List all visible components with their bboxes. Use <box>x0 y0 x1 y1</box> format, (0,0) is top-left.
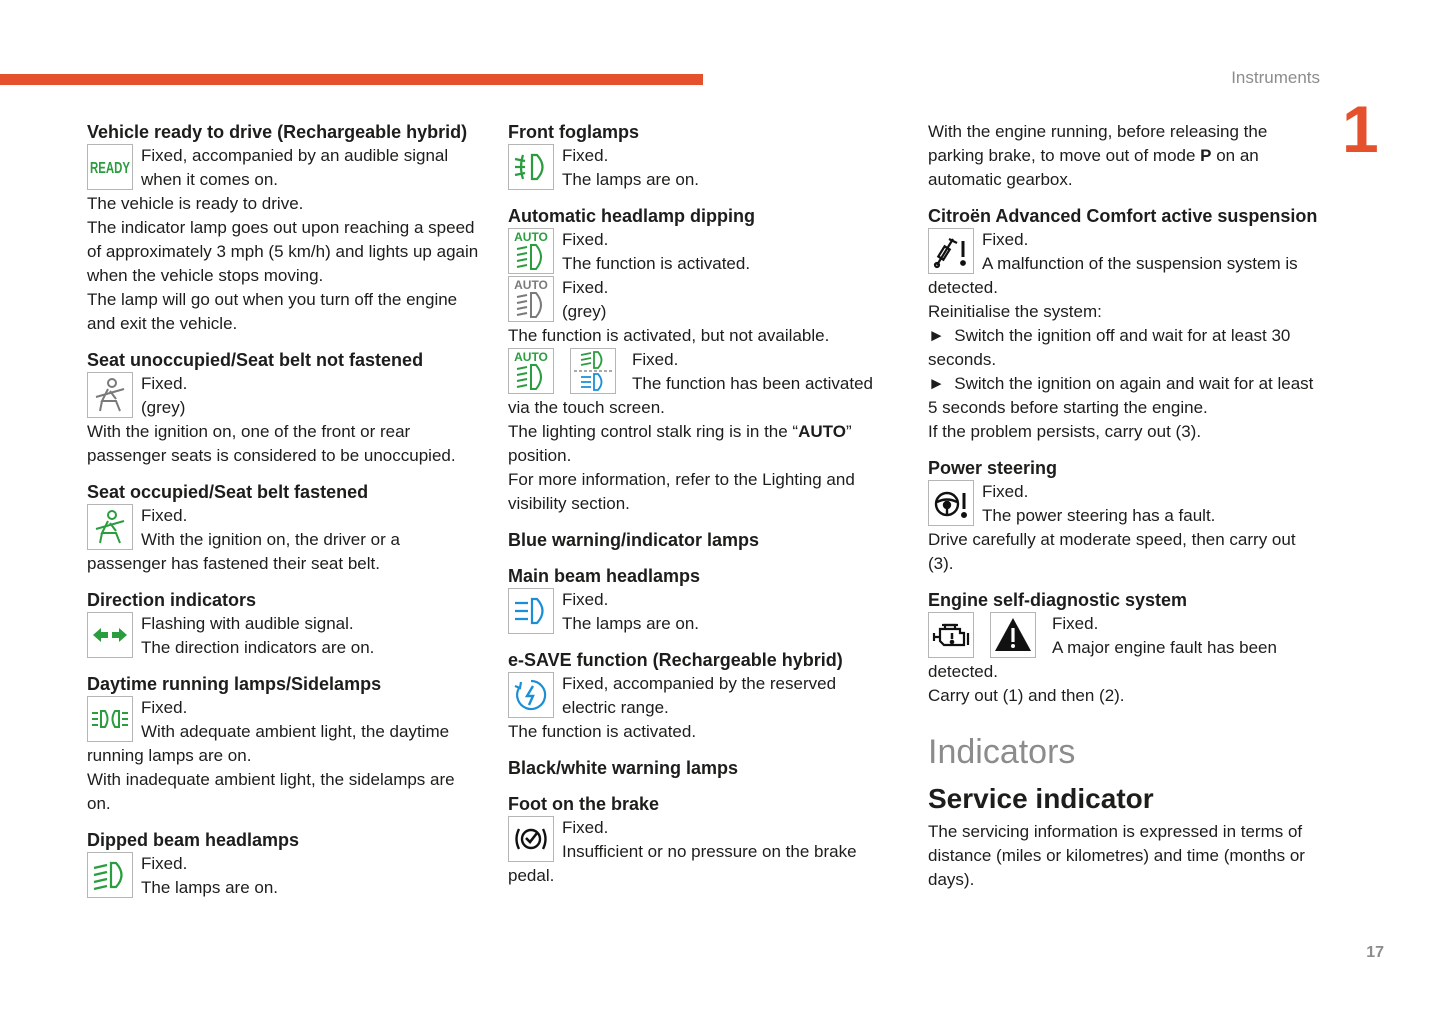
suspension-text-4: If the problem persists, carry out (3). <box>928 422 1202 441</box>
dipped-entry <box>87 852 482 900</box>
intro-text-c: on an automatic gearbox. <box>928 146 1259 189</box>
occupied-text-2: With the ignition on, the driver or a passenger has fastened their seat belt. <box>87 530 400 573</box>
engine-entry <box>928 612 1323 684</box>
dipped-heading: Dipped beam headlamps <box>87 830 300 850</box>
foglamps-heading: Front foglamps <box>508 122 639 142</box>
main-beam-entry <box>508 588 888 636</box>
blue-lamps-heading: Blue warning/indicator lamps <box>508 530 760 550</box>
esave-icon <box>508 672 554 718</box>
auto-dipping-entry-touch <box>508 348 888 420</box>
suspension-fault-icon <box>928 228 974 274</box>
auto-c-text-3a: The lighting control stalk ring is in the “ <box>508 422 799 441</box>
chapter-number: 1 <box>1342 92 1379 166</box>
suspension-text-2: A malfunction of the suspension system is detected. <box>928 254 1298 297</box>
suspension-text-3: Reinitialise the system: <box>928 302 1102 321</box>
intro-text-b: P <box>1200 146 1212 165</box>
brake-text-2: Insufficient or no pressure on the brake pedal. <box>508 842 857 885</box>
column-left <box>87 120 482 900</box>
engine-heading: Engine self-diagnostic system <box>928 590 1188 610</box>
auto-b-text-1: Fixed. <box>562 278 609 297</box>
auto-dipping-entry-green <box>508 228 888 276</box>
direction-entry <box>87 612 482 660</box>
auto-a-text-1: Fixed. <box>562 230 609 249</box>
seatbelt-green-icon <box>87 504 133 550</box>
ready-text-2: The vehicle is ready to drive. <box>87 194 304 213</box>
occupied-entry <box>87 504 482 576</box>
ready-text-1: Fixed, accompanied by an audible signal when it comes on. <box>141 146 449 189</box>
engine-text-2: A major engine fault has been detected. <box>928 638 1277 681</box>
bullet-icon: ► <box>928 374 945 393</box>
unoccupied-text-3: With the ignition on, one of the front or rear passenger seats is considered to be unoccupied. <box>87 422 456 465</box>
auto-b-text-3: The function is activated, but not available. <box>508 326 830 345</box>
drl-text-1: Fixed. <box>141 698 188 717</box>
seatbelt-grey-icon <box>87 372 133 418</box>
auto-headlamp-grey-icon <box>508 276 554 322</box>
direction-heading: Direction indicators <box>87 590 257 610</box>
auto-headlamp-icon <box>508 348 554 394</box>
unoccupied-heading: Seat unoccupied/Seat belt not fastened <box>87 350 424 370</box>
brake-entry <box>508 816 888 888</box>
suspension-bullet-1-text: Switch the ignition off and wait for at least 30 seconds. <box>928 326 1291 369</box>
direction-arrows-icon <box>87 612 133 658</box>
esave-entry <box>508 672 888 720</box>
dipped-beam-icon <box>87 852 133 898</box>
auto-headlamp-green-icon <box>508 228 554 274</box>
auto-a-text-2: The function is activated. <box>562 254 751 273</box>
auto-c-text-1: Fixed. <box>632 350 679 369</box>
ready-heading: Vehicle ready to drive (Rechargeable hybrid) <box>87 122 468 142</box>
direction-text-1: Flashing with audible signal. <box>141 614 354 633</box>
engine-fault-icon <box>928 612 974 658</box>
auto-c-text-3c: ” position. <box>508 422 852 465</box>
auto-c-text-3b: AUTO <box>798 422 846 441</box>
ready-text-4: The lamp will go out when you turn off the engine and exit the vehicle. <box>87 290 458 333</box>
main-beam-icon <box>508 588 554 634</box>
steering-text-3: Drive carefully at moderate speed, then carry out (3). <box>928 530 1296 573</box>
steering-entry <box>928 480 1323 528</box>
bullet-icon: ► <box>928 326 945 345</box>
unoccupied-entry <box>87 372 482 420</box>
brake-text-1: Fixed. <box>562 818 609 837</box>
page-number: 17 <box>1366 944 1384 961</box>
intro-text <box>928 120 1323 192</box>
intro-text-a: With the engine running, before releasing the parking brake, to move out of mode <box>928 122 1268 165</box>
dipped-text-2: The lamps are on. <box>141 878 279 897</box>
column-middle <box>508 120 888 888</box>
auto-icon-text: AUTO <box>514 230 548 244</box>
direction-text-2: The direction indicators are on. <box>141 638 375 657</box>
brake-heading: Foot on the brake <box>508 794 660 814</box>
steering-text-1: Fixed. <box>982 482 1029 501</box>
service-indicator-text: The servicing information is expressed in terms of distance (miles or kilometres) and time (months or days). <box>928 822 1305 889</box>
foot-brake-icon <box>508 816 554 862</box>
drl-heading: Daytime running lamps/Sidelamps <box>87 674 382 694</box>
unoccupied-text-2: (grey) <box>141 398 186 417</box>
esave-text-2: The function is activated. <box>508 722 697 741</box>
front-foglamp-icon <box>508 144 554 190</box>
ready-entry <box>87 144 482 192</box>
ready-icon <box>87 144 133 190</box>
drl-text-2: With adequate ambient light, the daytime running lamps are on. <box>87 722 450 765</box>
engine-text-3: Carry out (1) and then (2). <box>928 686 1125 705</box>
suspension-text-1: Fixed. <box>982 230 1029 249</box>
auto-icon-text-grey: AUTO <box>514 278 548 292</box>
auto-icons-pair <box>508 348 624 394</box>
main-dipped-switch-icon <box>570 348 616 394</box>
auto-b-text-2: (grey) <box>562 302 607 321</box>
suspension-heading: Citroën Advanced Comfort active suspension <box>928 206 1318 226</box>
column-right <box>928 120 1323 892</box>
steering-fault-icon <box>928 480 974 526</box>
occupied-text-1: Fixed. <box>141 506 188 525</box>
ready-text-3: The indicator lamp goes out upon reaching a speed of approximately 3 mph (5 km/h) and lights up again when the vehicle stops moving. <box>87 218 479 285</box>
auto-c-text-3 <box>508 420 888 468</box>
main-beam-text-1: Fixed. <box>562 590 609 609</box>
sidelamps-icon <box>87 696 133 742</box>
engine-text-1: Fixed. <box>1052 614 1099 633</box>
engine-icons-pair <box>928 612 1044 658</box>
drl-entry <box>87 696 482 768</box>
auto-icon-text-2: AUTO <box>514 350 548 364</box>
ready-icon-text: READY <box>90 160 131 177</box>
auto-dipping-entry-grey <box>508 276 888 324</box>
indicators-heading: Indicators <box>928 733 1076 771</box>
auto-c-text-2: The function has been activated via the touch screen. <box>508 374 873 417</box>
unoccupied-text-1: Fixed. <box>141 374 188 393</box>
steering-heading: Power steering <box>928 458 1058 478</box>
dipped-text-1: Fixed. <box>141 854 188 873</box>
header-accent-bar <box>0 74 703 85</box>
foglamps-text-1: Fixed. <box>562 146 609 165</box>
bw-lamps-heading: Black/white warning lamps <box>508 758 739 778</box>
suspension-entry <box>928 228 1323 300</box>
main-beam-heading: Main beam headlamps <box>508 566 701 586</box>
suspension-bullet-1 <box>928 324 1323 372</box>
section-title: Instruments <box>1231 68 1320 87</box>
foglamps-text-2: The lamps are on. <box>562 170 700 189</box>
foglamps-entry <box>508 144 888 192</box>
warning-triangle-icon <box>990 612 1036 658</box>
service-indicator-heading: Service indicator <box>928 783 1154 814</box>
occupied-heading: Seat occupied/Seat belt fastened <box>87 482 369 502</box>
auto-c-text-4: For more information, refer to the Lighting and visibility section. <box>508 470 855 513</box>
esave-text-1: Fixed, accompanied by the reserved electric range. <box>562 674 837 717</box>
suspension-bullet-2 <box>928 372 1323 420</box>
steering-text-2: The power steering has a fault. <box>982 506 1216 525</box>
main-beam-text-2: The lamps are on. <box>562 614 700 633</box>
suspension-bullet-2-text: Switch the ignition on again and wait for at least 5 seconds before starting the engine. <box>928 374 1314 417</box>
auto-dipping-heading: Automatic headlamp dipping <box>508 206 756 226</box>
esave-heading: e-SAVE function (Rechargeable hybrid) <box>508 650 843 670</box>
drl-text-3: With inadequate ambient light, the sidelamps are on. <box>87 770 455 813</box>
